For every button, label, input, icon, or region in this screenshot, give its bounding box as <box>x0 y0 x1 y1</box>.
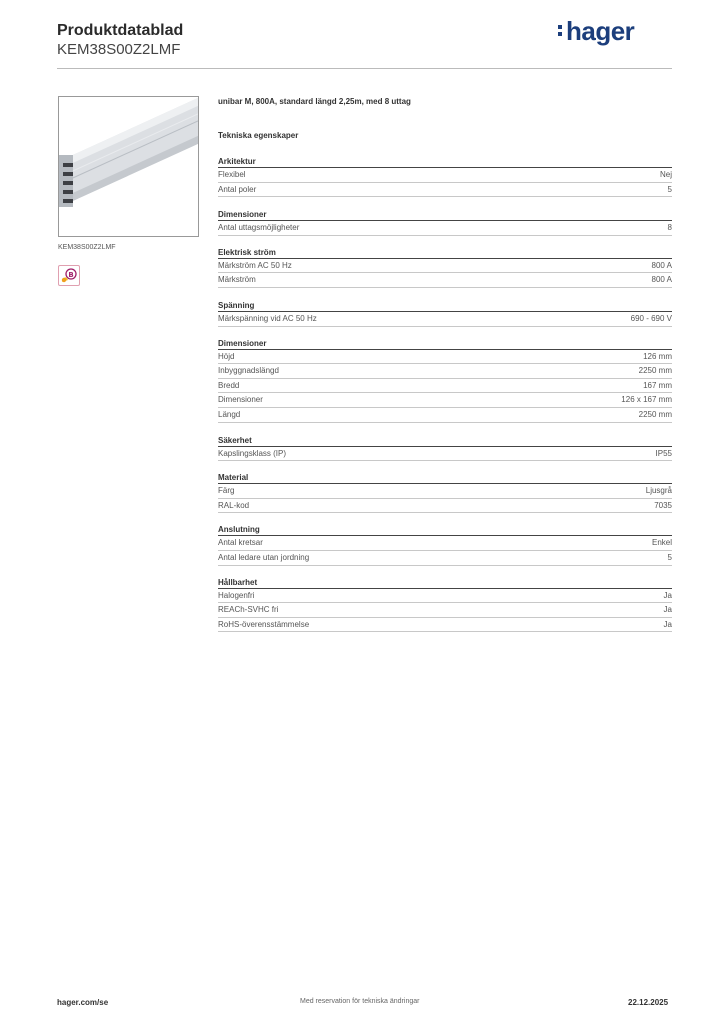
spec-value: 5 <box>667 184 672 194</box>
busbar-image-icon <box>59 97 199 237</box>
logo-text: hager <box>566 16 635 46</box>
spec-label: Dimensioner <box>218 395 263 405</box>
spec-label: Inbyggnadslängd <box>218 366 279 376</box>
spec-group-title: Dimensioner <box>218 337 672 350</box>
spec-label: RAL-kod <box>218 500 250 510</box>
spec-group <box>218 299 672 327</box>
spec-row <box>218 350 672 365</box>
product-description: unibar M, 800A, standard längd 2,25m, med 8 uttag <box>218 97 411 106</box>
spec-label: Bredd <box>218 380 240 390</box>
spec-label: Halogenfri <box>218 590 255 600</box>
spec-row <box>218 551 672 566</box>
spec-group <box>218 576 672 633</box>
spec-row <box>218 589 672 604</box>
spec-label: Höjd <box>218 351 235 361</box>
spec-value: 5 <box>667 552 672 562</box>
spec-label: Antal poler <box>218 184 257 194</box>
spec-row <box>218 183 672 198</box>
hager-logo[interactable] <box>566 16 634 47</box>
spec-value: Enkel <box>651 538 672 548</box>
spec-value: 2250 mm <box>638 366 672 376</box>
spec-value: 8 <box>667 223 672 233</box>
spec-group-title: Arkitektur <box>218 155 672 168</box>
spec-group-title: Elektrisk ström <box>218 246 672 259</box>
spec-group <box>218 434 672 462</box>
spec-group-title: Hållbarhet <box>218 576 672 589</box>
footer-website-link[interactable]: hager.com/se <box>57 998 109 1007</box>
spec-row <box>218 393 672 408</box>
spec-row <box>218 536 672 551</box>
section-subtitle: Tekniska egenskaper <box>218 131 299 140</box>
spec-label: Antal ledare utan jordning <box>218 552 310 562</box>
spec-row <box>218 484 672 499</box>
product-code: KEM38S00Z2LMF <box>57 41 181 58</box>
spec-group <box>218 337 672 423</box>
spec-group <box>218 246 672 288</box>
halogen-free-certificate-icon <box>58 265 80 286</box>
spec-label: Märkström AC 50 Hz <box>218 260 292 270</box>
spec-row <box>218 408 672 423</box>
spec-value: 800 A <box>651 260 672 270</box>
spec-group <box>218 208 672 236</box>
page-title: Produktdatablad <box>57 22 184 39</box>
spec-value: Ljusgrå <box>645 486 672 496</box>
spec-value: Ja <box>663 619 672 629</box>
spec-value: Nej <box>659 170 672 179</box>
spec-label: Kapslingsklass (IP) <box>218 448 287 458</box>
spec-value: 690 - 690 V <box>630 313 672 323</box>
specs-table <box>218 155 672 632</box>
spec-row <box>218 168 672 183</box>
spec-value: Ja <box>663 605 672 615</box>
spec-label: RoHS-överensstämmelse <box>218 619 310 629</box>
image-caption: KEM38S00Z2LMF <box>58 244 116 251</box>
spec-value: Ja <box>663 590 672 600</box>
spec-group <box>218 471 672 513</box>
spec-value: 126 mm <box>643 351 672 361</box>
spec-label: Antal uttagsmöjligheter <box>218 223 300 233</box>
spec-label: Färg <box>218 486 235 496</box>
spec-row <box>218 603 672 618</box>
spec-value: 2250 mm <box>638 409 672 419</box>
spec-row <box>218 259 672 274</box>
spec-group-title: Säkerhet <box>218 434 672 447</box>
spec-label: Längd <box>218 409 241 419</box>
spec-row <box>218 618 672 633</box>
spec-row <box>218 312 672 327</box>
spec-group-title: Anslutning <box>218 523 672 536</box>
product-image <box>58 96 199 237</box>
spec-label: Märkspänning vid AC 50 Hz <box>218 313 317 323</box>
spec-label: Flexibel <box>218 170 246 179</box>
spec-group <box>218 155 672 197</box>
spec-row <box>218 499 672 514</box>
svg-text:B: B <box>68 271 74 279</box>
spec-value: 7035 <box>654 500 672 510</box>
spec-row <box>218 379 672 394</box>
spec-label: Märkström <box>218 275 256 285</box>
spec-row <box>218 273 672 288</box>
spec-row <box>218 447 672 462</box>
spec-value: IP55 <box>655 448 672 458</box>
footer-notice: Med reservation för tekniska ändringar <box>300 998 420 1005</box>
header-divider <box>57 68 672 69</box>
spec-label: Antal kretsar <box>218 538 263 548</box>
logo-dots-icon <box>558 25 562 39</box>
spec-row <box>218 364 672 379</box>
spec-value: 800 A <box>651 275 672 285</box>
spec-group-title: Dimensioner <box>218 208 672 221</box>
footer-date: 22.12.2025 <box>628 998 669 1007</box>
spec-value: 126 x 167 mm <box>621 395 672 405</box>
spec-value: 167 mm <box>643 380 672 390</box>
spec-group-title: Material <box>218 471 672 484</box>
spec-group <box>218 523 672 565</box>
spec-group-title: Spänning <box>218 299 672 312</box>
spec-label: REACh-SVHC fri <box>218 605 279 615</box>
spec-row <box>218 221 672 236</box>
